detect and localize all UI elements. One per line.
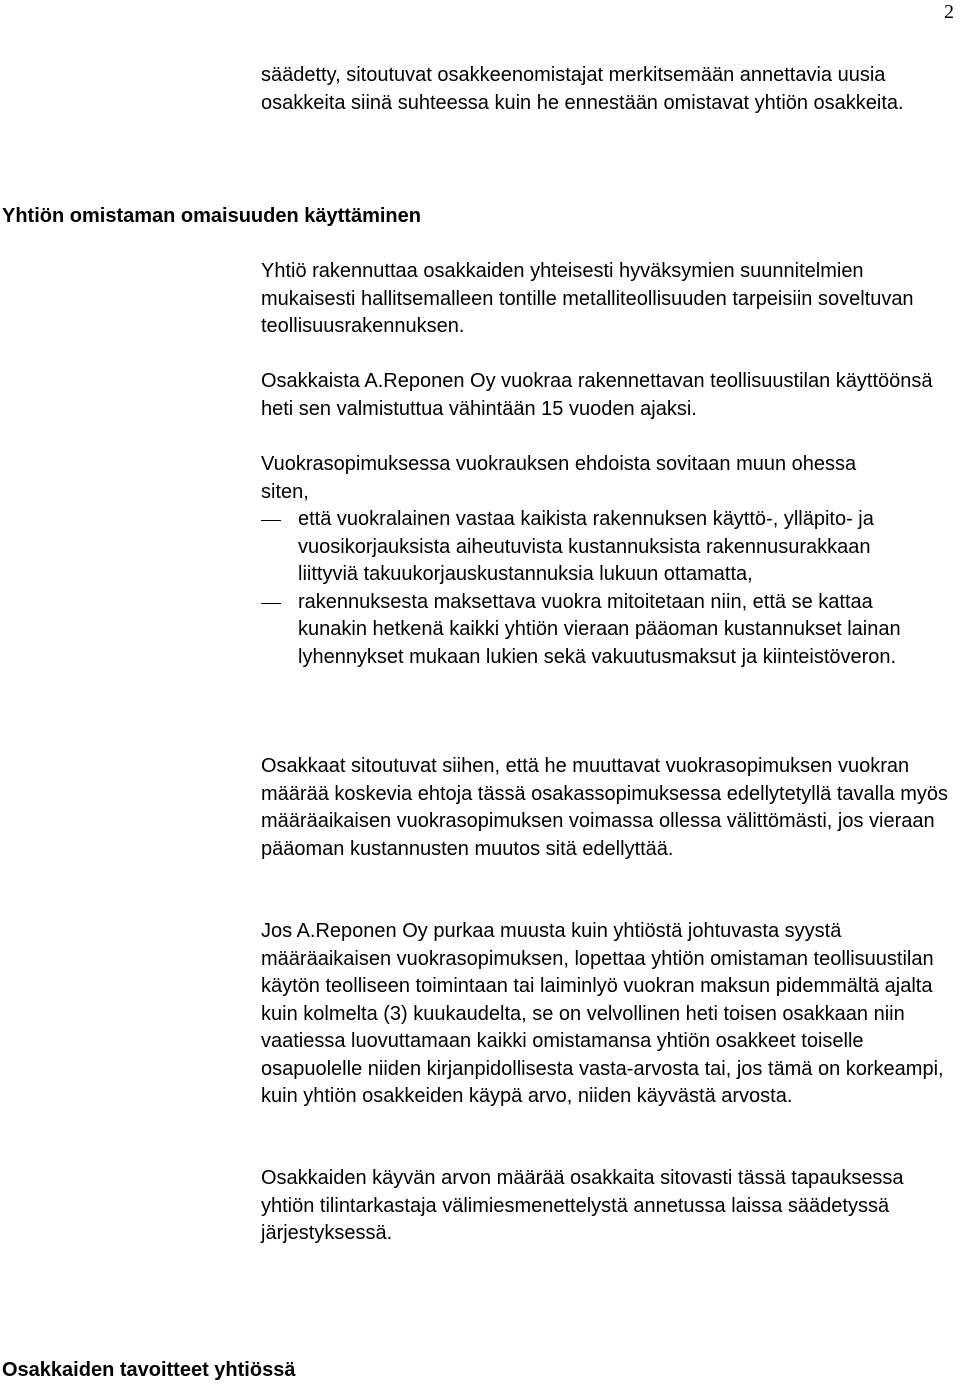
list-item [261, 506, 923, 589]
paragraph-share-subscription: säädetty, sitoutuvat osakkeenomistajat merkitsemään annettavia uusia osakkeita siinä suhteessa kuin he ennestään omistavat yhtiön osakkeita. [261, 64, 904, 114]
list-item-text: että vuokralainen vastaa kaikista rakennuksen käyttö-, ylläpito- ja vuosikorjauksista aiheutuvista kustannuksista rakennusurakkaan liittyviä takuukorjauskustannuksia lukuun ottamatta, [298, 508, 874, 585]
paragraph-lease: Osakkaista A.Reponen Oy vuokraa rakennettavan teollisuustilan käyttöönsä heti sen valmistuttua vähintään 15 vuoden ajaksi. [261, 370, 933, 420]
list-item-text: rakennuksesta maksettava vuokra mitoitetaan niin, että se kattaa kunakin hetkenä kaikki yhtiön vieraan pääoman kustannukset lainan lyhennykset mukaan lukien sekä vakuutusmaksut ja kiinteistöveron. [298, 590, 901, 668]
paragraph-construction: Yhtiö rakennuttaa osakkaiden yhteisesti hyväksymien suunnitelmien mukaisesti hallitsemalleen tontille metalliteollisuuden tarpeisiin soveltuvan teollisuusrakennuksen. [261, 260, 914, 337]
section-heading-goals: Osakkaiden tavoitteet yhtiössä [2, 1359, 296, 1381]
paragraph-termination: Jos A.Reponen Oy purkaa muusta kuin yhtiöstä johtuvasta syystä määräaikaisen vuokrasopimuksen, lopettaa yhtiön omistaman teollisuustilan käytön teolliseen toimintaan tai laiminlyö vuokran maksun pidemmältä ajalta kuin kolmelta (3) kuukaudelta, se on velvollinen heti toisen osakkaan niin vaatiessa luovuttamaan kaikki omistamansa yhtiön osakkeet toiselle osapuolelle niiden kirjanpidollisesta vasta-arvosta tai, jos tämä on korkeampi, kuin yhtiön osakkeiden käypä arvo, niiden käyvästä arvosta. [261, 920, 944, 1107]
paragraph-rent-adjustment: Osakkaat sitoutuvat siihen, että he muuttavat vuokrasopimuksen vuokran määrää koskevia ehtoja tässä osakassopimuksessa edellytetyllä tavalla myös määräaikaisen vuokrasopimuksen voimassa ollessa välittömästi, jos vieraan pääoman kustannusten muutos sitä edellyttää. [261, 755, 949, 860]
dash-bullet-icon [261, 520, 281, 521]
page-number: 2 [944, 1, 954, 23]
paragraph-fair-value: Osakkaiden käyvän arvon määrää osakkaita sitovasti tässä tapauksessa yhtiön tilintarkastaja välimiesmenettelystä annetussa laissa säädetyssä järjestyksessä. [261, 1167, 904, 1244]
section-heading-asset-use: Yhtiön omistaman omaisuuden käyttäminen [2, 205, 421, 227]
paragraph-lease-terms-intro: Vuokrasopimuksessa vuokrauksen ehdoista sovitaan muun ohessa siten, [261, 453, 857, 503]
list-item [261, 589, 923, 672]
lease-terms-list [261, 506, 960, 671]
dash-bullet-icon [261, 603, 281, 604]
lease-terms-section [261, 451, 960, 671]
